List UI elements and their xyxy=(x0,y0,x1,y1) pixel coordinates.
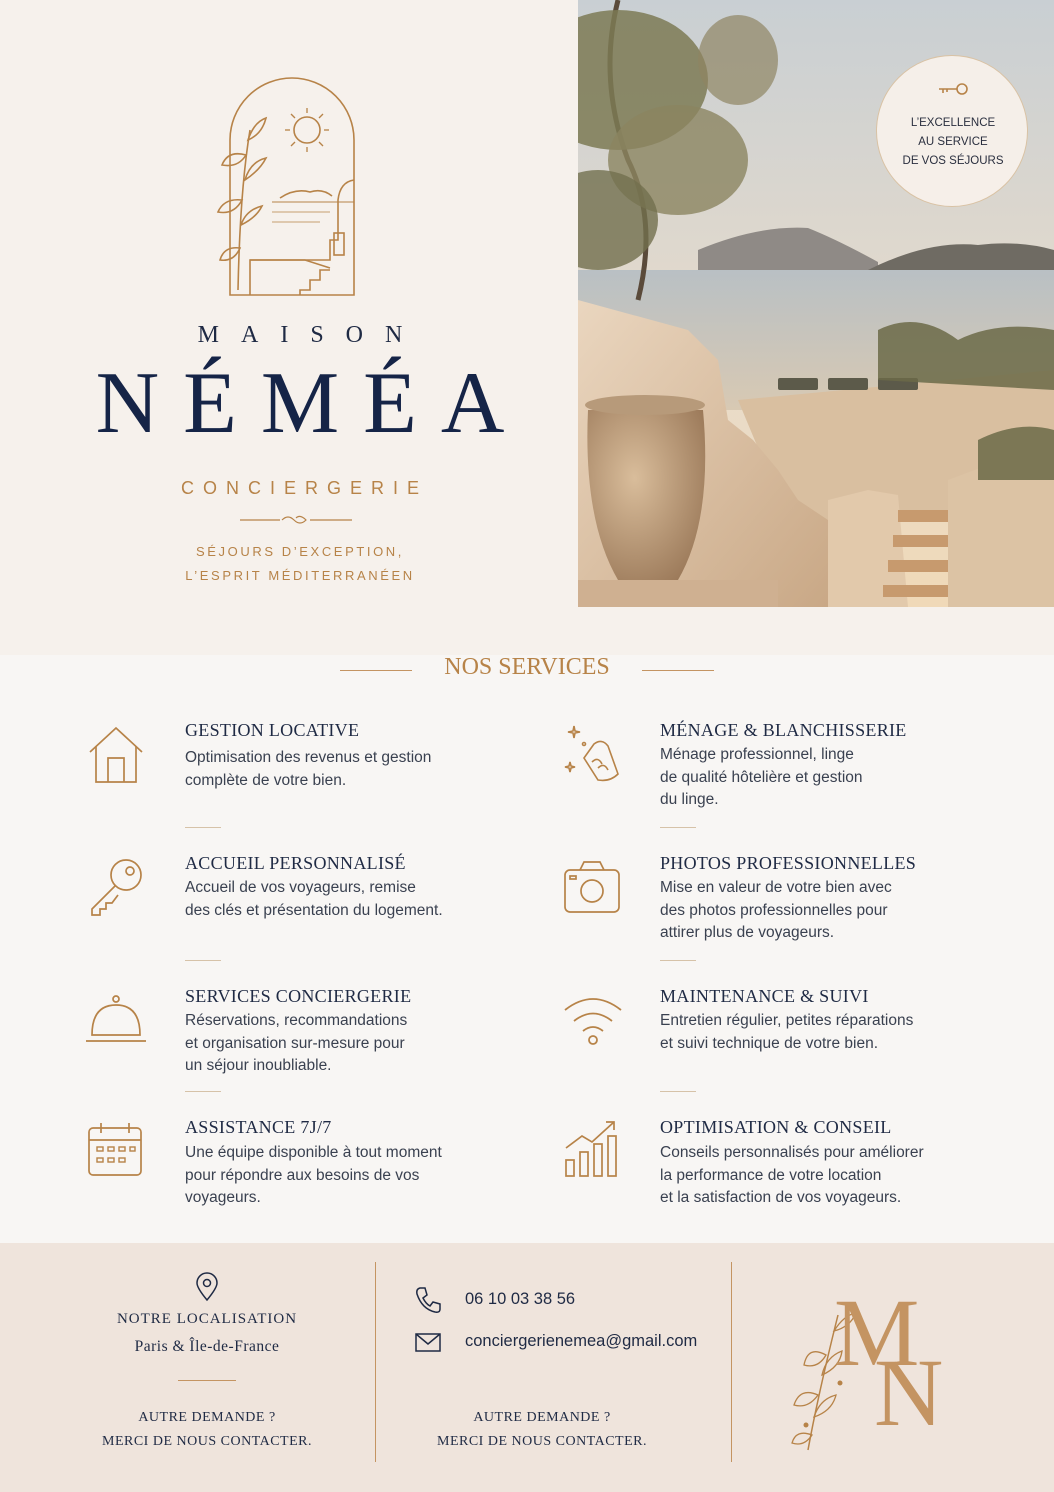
service-desc-line: complète de votre bien. xyxy=(185,771,347,789)
service-title: GESTION LOCATIVE xyxy=(185,720,360,740)
service-desc-line: des clés et présentation du logement. xyxy=(185,901,443,919)
house-icon xyxy=(86,724,146,786)
badge-line-3: DE VOS SÉJOURS xyxy=(902,155,1004,167)
badge-line-1: L’EXCELLENCE xyxy=(910,117,996,129)
location-underline xyxy=(178,1380,236,1381)
cloche-icon xyxy=(84,993,148,1045)
service-desc-line: voyageurs. xyxy=(185,1189,261,1206)
service-description xyxy=(185,1142,442,1210)
monogram-logo-icon xyxy=(778,1275,968,1455)
service-description xyxy=(660,744,863,812)
location-label: NOTRE LOCALISATION xyxy=(116,1311,298,1327)
service-desc-line: attirer plus de voyageurs. xyxy=(660,924,835,941)
service-desc-line: de qualité hôtelière et gestion xyxy=(660,768,863,786)
mail-icon xyxy=(414,1330,442,1354)
badge-key-icon xyxy=(937,81,969,97)
service-desc-line: Réservations, recommandations xyxy=(185,1012,408,1029)
email-address[interactable]: conciergerienemea@gmail.com xyxy=(465,1332,698,1350)
header-line-right xyxy=(642,670,714,671)
brand-subtitle: CONCIERGERIE xyxy=(180,478,429,498)
key-icon xyxy=(86,855,146,919)
service-desc-line: et la satisfaction de vos voyageurs. xyxy=(660,1189,902,1206)
footer-divider xyxy=(731,1262,732,1462)
service-desc-line: la performance de votre location xyxy=(660,1166,882,1184)
service-separator xyxy=(660,827,696,828)
service-desc-line: Mise en valeur de votre bien avec xyxy=(660,879,892,896)
svg-text:M: M xyxy=(834,1279,920,1386)
phone-row[interactable] xyxy=(414,1286,576,1316)
camera-icon xyxy=(562,858,622,916)
service-title: MAINTENANCE & SUIVI xyxy=(660,986,869,1006)
tagline-line-1: SÉJOURS D’EXCEPTION, xyxy=(195,544,405,559)
service-title: MÉNAGE & BLANCHISSERIE xyxy=(660,720,907,740)
growth-chart-icon xyxy=(562,1118,622,1178)
service-desc-line: des photos professionnelles pour xyxy=(660,901,888,919)
other-request-line: AUTRE DEMANDE ? xyxy=(138,1410,276,1425)
location-pin-icon xyxy=(195,1272,219,1302)
phone-number[interactable]: 06 10 03 38 56 xyxy=(465,1290,576,1308)
other-request-line: MERCI DE NOUS CONTACTER. xyxy=(437,1434,647,1449)
service-separator xyxy=(660,1091,696,1092)
location-value: Paris & Île-de-France xyxy=(134,1338,280,1355)
service-desc-line: Optimisation des revenus et gestion xyxy=(185,749,432,766)
service-desc-line: et organisation sur-mesure pour xyxy=(185,1034,405,1052)
service-description xyxy=(660,1142,924,1210)
footer-divider xyxy=(375,1262,376,1462)
other-request-right xyxy=(412,1406,672,1454)
service-title: PHOTOS PROFESSIONNELLES xyxy=(660,853,917,873)
excellence-badge xyxy=(876,55,1028,207)
tagline xyxy=(80,540,520,588)
email-row[interactable] xyxy=(414,1330,698,1360)
service-separator xyxy=(185,827,221,828)
calendar-icon xyxy=(86,1120,144,1178)
wifi-icon xyxy=(562,994,624,1048)
services-header xyxy=(340,654,714,688)
service-separator xyxy=(660,960,696,961)
other-request-line: AUTRE DEMANDE ? xyxy=(473,1410,611,1425)
service-description xyxy=(660,1010,913,1055)
service-title: SERVICES CONCIERGERIE xyxy=(185,986,412,1006)
service-desc-line: Conseils personnalisés pour améliorer xyxy=(660,1144,924,1161)
service-desc-line: Une équipe disponible à tout moment xyxy=(185,1144,442,1161)
other-request-left xyxy=(77,1406,337,1454)
badge-line-2: AU SERVICE xyxy=(918,136,988,148)
service-desc-line: et suivi technique de votre bien. xyxy=(660,1034,878,1052)
service-separator xyxy=(185,960,221,961)
services-title: NOS SERVICES xyxy=(444,654,610,680)
service-separator xyxy=(185,1091,221,1092)
svg-text:N: N xyxy=(874,1339,944,1446)
service-desc-line: du linge. xyxy=(660,791,719,808)
service-description xyxy=(660,877,892,945)
service-desc-line: pour répondre aux besoins de vos xyxy=(185,1166,420,1184)
tagline-line-2: L’ESPRIT MÉDITERRANÉEN xyxy=(185,568,415,583)
cleaning-icon xyxy=(562,722,624,786)
service-description xyxy=(185,877,443,922)
service-title: ASSISTANCE 7J/7 xyxy=(185,1117,332,1137)
other-request-line: MERCI DE NOUS CONTACTER. xyxy=(102,1434,312,1449)
arch-logo-icon xyxy=(210,70,375,300)
brand-maison: MAISON xyxy=(197,322,425,348)
service-desc-line: Accueil de vos voyageurs, remise xyxy=(185,879,416,896)
service-desc-line: un séjour inoubliable. xyxy=(185,1057,332,1074)
service-title: ACCUEIL PERSONNALISÉ xyxy=(185,853,406,873)
service-desc-line: Entretien régulier, petites réparations xyxy=(660,1012,914,1029)
service-description xyxy=(185,1010,407,1078)
phone-icon xyxy=(414,1286,442,1314)
ornament-divider xyxy=(240,512,352,526)
service-desc-line: Ménage professionnel, linge xyxy=(660,746,854,763)
service-description xyxy=(185,747,431,792)
brand-name: NÉMÉA xyxy=(95,355,529,452)
service-title: OPTIMISATION & CONSEIL xyxy=(660,1117,892,1137)
